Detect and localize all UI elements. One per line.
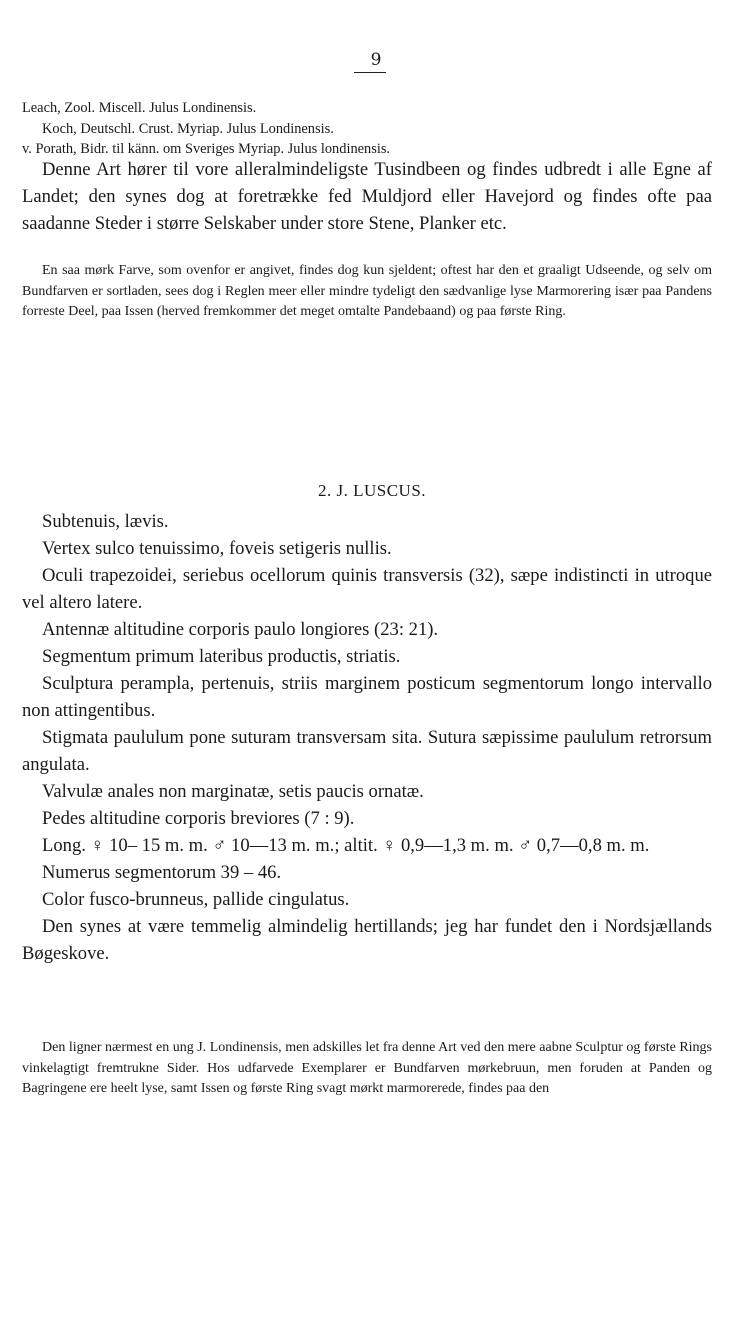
reference-line: Koch, Deutschl. Crust. Myriap. Julus Londinensis.	[42, 120, 334, 137]
diagnosis-line: Subtenuis, lævis.	[42, 511, 169, 532]
species-diagnosis	[22, 508, 712, 967]
diagnosis-line: Valvulæ anales non marginatæ, setis paucis ornatæ.	[42, 781, 424, 802]
comparison-paragraph: Den ligner nærmest en ung J. Londinensis, men adskilles let fra denne Art ved den mere aabne Sculptur og første Rings vinkelagtigt fremtrukne Sider. Hos udfarvede Exemplarer er Bundfarven mørkebruun, men foruden at Panden og Bagringene ere heelt lyse, samt Issen og første Ring svagt mørkt marmorerede, findes paa den	[22, 1040, 712, 1097]
synonym-references	[22, 98, 712, 160]
diagnosis-line: Den synes at være temmelig almindelig hertillands; jeg har fundet den i Nordsjællands Bøgeskove.	[22, 916, 712, 964]
diagnosis-line: Color fusco-brunneus, pallide cingulatus.	[42, 889, 350, 910]
reference-line: Leach, Zool. Miscell. Julus Londinensis.	[22, 100, 257, 116]
diagnosis-line: Pedes altitudine corporis breviores (7 : 9).	[42, 808, 355, 829]
diagnosis-line: Oculi trapezoidei, seriebus ocellorum quinis transversis (32), sæpe indistincti in utroque vel altero latere.	[22, 565, 712, 613]
diagnosis-line: Stigmata paululum pone suturam transversam sita. Sutura sæpissime paululum retrorsum angulata.	[22, 727, 712, 775]
species-heading: 2. J. LUSCUS.	[317, 481, 427, 500]
diagnosis-line: Segmentum primum lateribus productis, striatis.	[42, 646, 401, 667]
diagnosis-line: Sculptura perampla, pertenuis, striis marginem posticum segmentorum longo intervallo non attingentibus.	[22, 673, 712, 721]
habitat-paragraph: Denne Art hører til vore alleralmindeligste Tusindbeen og findes udbredt i alle Egne af Landet; den synes dog at foretrække fed Muldjord eller Havejord og findes ofte paa saadanne Steder i større Selskaber under store Stene, Planker etc.	[22, 159, 712, 234]
diagnosis-line: Long. ♀ 10– 15 m. m. ♂ 10—13 m. m.; altit. ♀ 0,9—1,3 m. m. ♂ 0,7—0,8 m. m.	[42, 835, 650, 856]
page-number: 9	[370, 50, 382, 70]
color-note-paragraph: En saa mørk Farve, som ovenfor er angivet, findes dog kun sjeldent; oftest har den et graaligt Udseende, og selv om Bundfarven er sortladen, sees dog i Reglen meer eller mindre tydeligt den sædvanlige lyse Marmorering især paa Pandens forreste Deel, paa Issen (herved fremkommer det meget omtalte Pandebaand) og paa første Ring.	[22, 263, 712, 320]
diagnosis-line: Antennæ altitudine corporis paulo longiores (23: 21).	[42, 619, 439, 640]
page-number-rule	[354, 72, 386, 73]
diagnosis-line: Vertex sulco tenuissimo, foveis setigeris nullis.	[42, 538, 392, 559]
diagnosis-line: Numerus segmentorum 39 – 46.	[42, 862, 282, 883]
reference-line: v. Porath, Bidr. til känn. om Sveriges Myriap. Julus londinensis.	[22, 141, 391, 157]
